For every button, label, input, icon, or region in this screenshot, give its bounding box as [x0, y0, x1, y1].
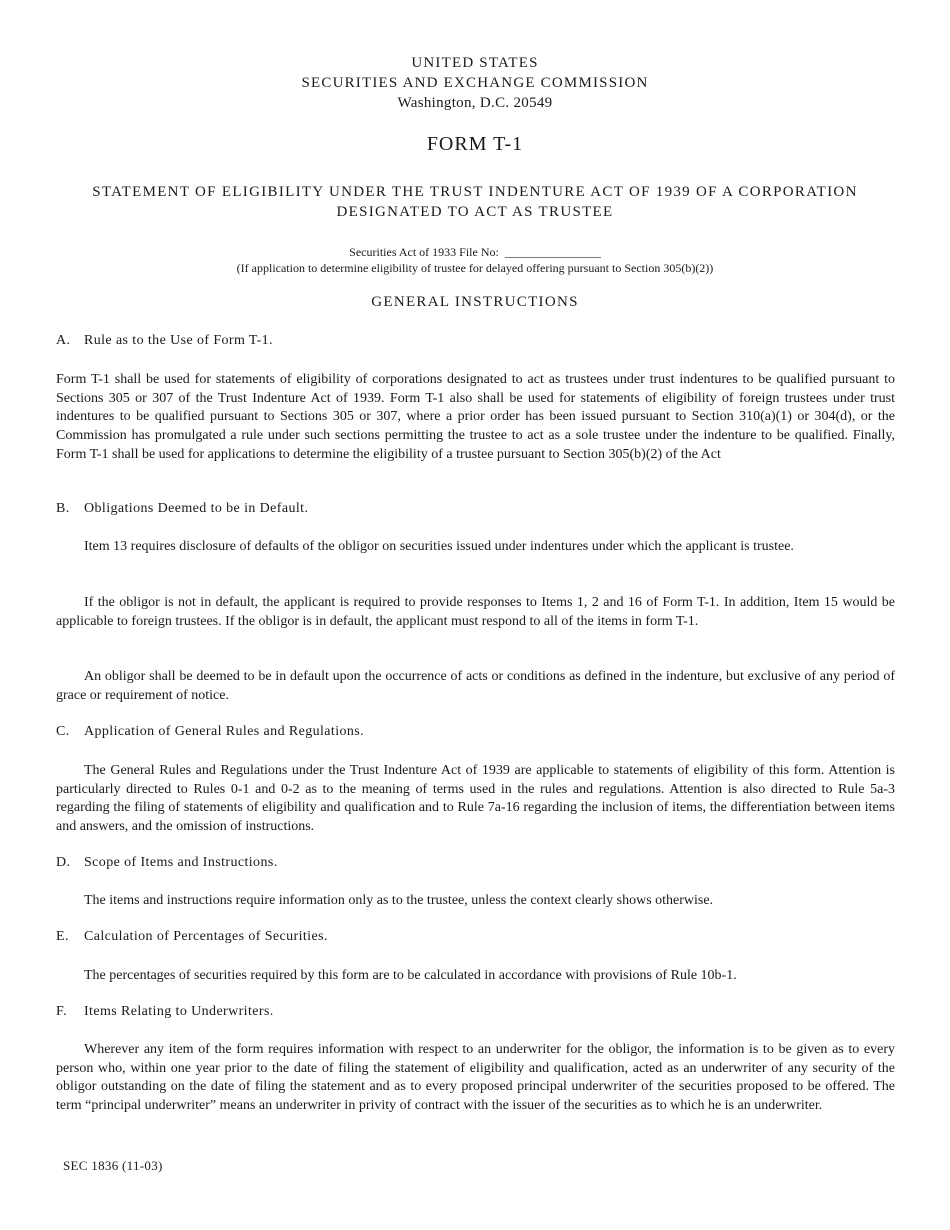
section-e-heading — [56, 929, 328, 945]
general-instructions-title: GENERAL INSTRUCTIONS — [371, 294, 579, 310]
section-e-paragraph: The percentages of securities required by this form are to be calculated in accordance with provisions of Rule 10b-1. — [84, 968, 737, 983]
section-title: Obligations Deemed to be in Default. — [84, 501, 309, 516]
section-d-paragraph: The items and instructions require information only as to the trustee, unless the context clearly shows otherwise. — [84, 893, 714, 908]
form-title: FORM T-1 — [426, 133, 524, 155]
header-country: UNITED STATES — [411, 55, 539, 71]
section-title: Scope of Items and Instructions. — [84, 855, 278, 870]
section-f-paragraph: Wherever any item of the form requires information with respect to an underwriter for the obligor, the information is to be given as to every person who, within one year prior to the date of filing the statement of eligibility and qualification, acted as an underwriter of any security of the obligor outstanding on the date of filing the statement and as to every proposed principal underwriter of the securities proposed to be offered. The term “principal underwriter” means an underwriter in privity of contract with the issuer of the securities as to which he is an underwriter. — [56, 1042, 895, 1114]
section-letter: B. — [56, 501, 70, 516]
section-a-heading — [56, 333, 273, 349]
file-number-block — [0, 244, 950, 276]
section-letter: E. — [56, 929, 69, 944]
section-letter: A. — [56, 333, 71, 348]
agency-header — [0, 53, 950, 113]
section-f-heading — [56, 1004, 274, 1020]
section-title: Application of General Rules and Regulations. — [84, 724, 365, 739]
section-letter: C. — [56, 724, 70, 739]
section-b-paragraph-2: If the obligor is not in default, the applicant is required to provide responses to Items 1, 2 and 16 of Form T-1. In addition, Item 15 would be applicable to foreign trustees. If the obligor is in default, the applicant must respond to all of the items in form T-1. — [56, 595, 895, 629]
file-number-label: Securities Act of 1933 File No: ________________ — [349, 245, 601, 259]
section-title: Items Relating to Underwriters. — [84, 1004, 274, 1019]
form-number-footer: SEC 1836 (11-03) — [63, 1158, 163, 1173]
section-letter: F. — [56, 1004, 67, 1019]
section-title: Calculation of Percentages of Securities. — [84, 929, 328, 944]
file-number-note: (If application to determine eligibility of trustee for delayed offering pursuant to Section 305(b)(2)) — [236, 261, 714, 275]
section-d-heading — [56, 855, 278, 871]
statement-title: STATEMENT OF ELIGIBILITY UNDER THE TRUST INDENTURE ACT OF 1939 OF A CORPORATION DESIGNATED TO ACT AS TRUSTEE — [92, 184, 858, 220]
section-a-paragraph: Form T-1 shall be used for statements of eligibility of corporations designated to act as trustees under trust indentures to be qualified pursuant to Sections 305 or 307 of the Trust Indenture Act of 1939. Form T-1 also shall be used for statements of eligibility of foreign trustees under trust indentures to be qualified pursuant to Sections 305 or 307, where a prior order has been issued pursuant to Section 310(a)(1) or 304(d), or the Commission has promulgated a rule under such sections permitting the trustee to act as a sole trustee under the indenture to be qualified. Finally, Form T-1 shall be used for applications to determine the eligibility of a trustee pursuant to Section 305(b)(2) of the Act — [56, 372, 895, 462]
section-c-heading — [56, 724, 364, 740]
section-b-paragraph-1: Item 13 requires disclosure of defaults of the obligor on securities issued under indentures under which the applicant is trustee. — [84, 539, 794, 554]
header-agency: SECURITIES AND EXCHANGE COMMISSION — [301, 75, 649, 91]
section-title: Rule as to the Use of Form T-1. — [84, 333, 273, 348]
section-b-heading — [56, 501, 308, 517]
section-letter: D. — [56, 855, 71, 870]
section-b-paragraph-3: An obligor shall be deemed to be in default upon the occurrence of acts or conditions as defined in the indenture, but exclusive of any period of grace or requirement of notice. — [56, 669, 895, 703]
header-address: Washington, D.C. 20549 — [397, 95, 553, 111]
section-c-paragraph: The General Rules and Regulations under the Trust Indenture Act of 1939 are applicable to statements of eligibility of this form. Attention is particularly directed to Rules 0-1 and 0-2 as to the meaning of terms used in the rules and regulations. Attention is also directed to Rule 5a-3 regarding the filing of statements of eligibility and qualification and to Rule 7a-16 regarding the inclusion of items, the differentiation between items and answers, and the omission of instructions. — [56, 763, 895, 835]
